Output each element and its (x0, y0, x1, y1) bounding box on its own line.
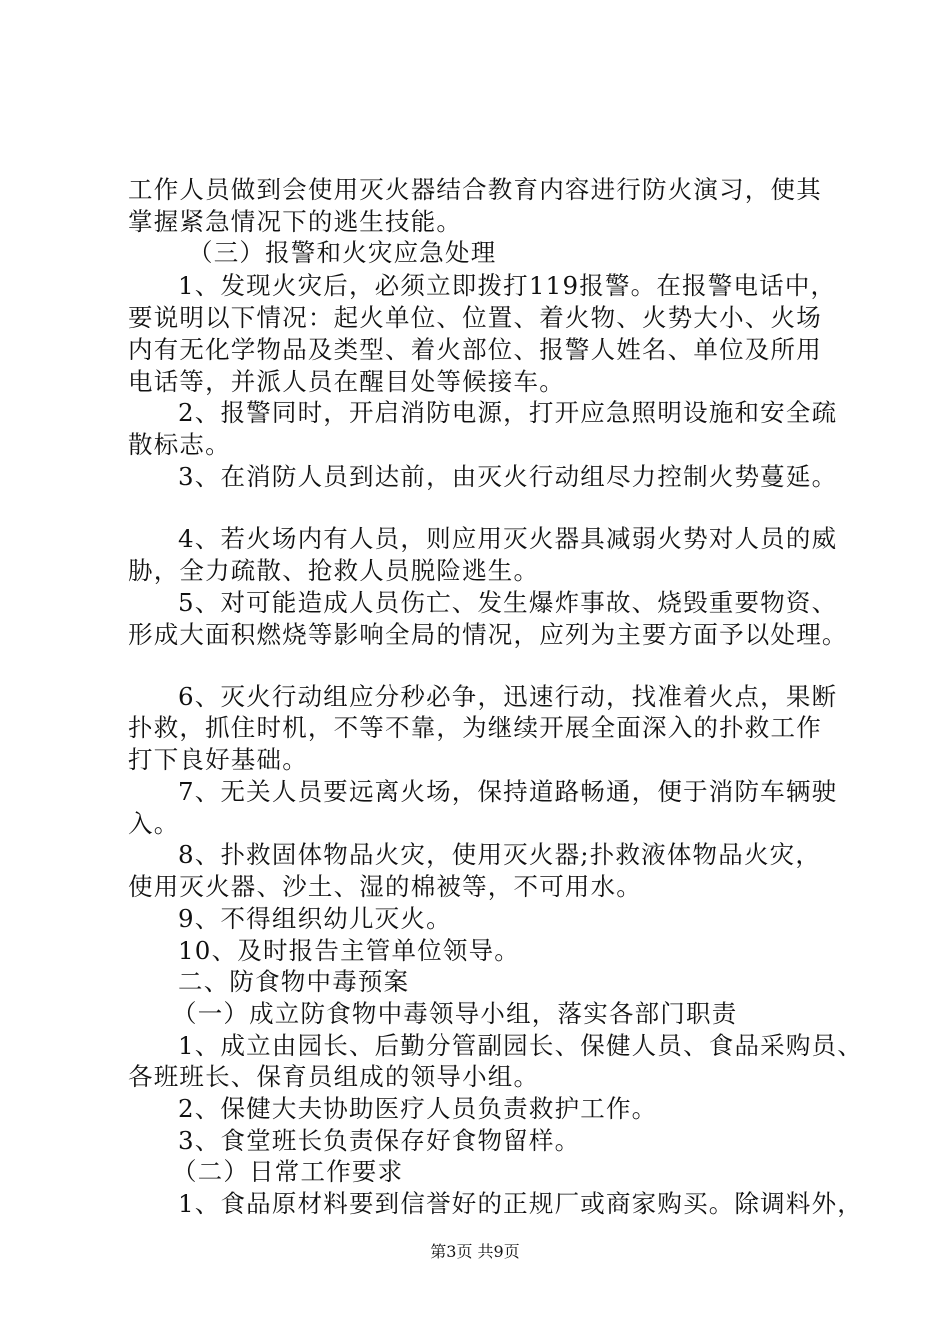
text-line: 5、对可能造成人员伤亡、发生爆炸事故、烧毁重要物资、 (178, 588, 838, 617)
text-line: 1、成立由园长、后勤分管副园长、保健人员、食品采购员、 (178, 1031, 863, 1060)
text-line: 要说明以下情况：起火单位、位置、着火物、火势大小、火场 (128, 303, 822, 332)
text-line: 形成大面积燃烧等影响全局的情况，应列为主要方面予以处理。 (128, 620, 848, 649)
section-heading: 二、防食物中毒预案 (178, 967, 410, 996)
text-line: 工作人员做到会使用灭火器结合教育内容进行防火演习，使其 (128, 175, 822, 204)
text-line: 扑救，抓住时机，不等不靠，为继续开展全面深入的扑救工作 (128, 713, 822, 742)
text-line: 2、报警同时，开启消防电源，打开应急照明设施和安全疏 (178, 398, 838, 427)
section-heading: （三）报警和火灾应急处理 (188, 238, 497, 267)
text-line: 3、食堂班长负责保存好食物留样。 (178, 1126, 581, 1155)
text-line: 电话等，并派人员在醒目处等候接车。 (128, 367, 565, 396)
text-line: 3、在消防人员到达前，由灭火行动组尽力控制火势蔓延。 (178, 462, 838, 491)
text-line: 4、若火场内有人员，则应用灭火器具减弱火势对人员的威 (178, 524, 838, 553)
text-line: 1、发现火灾后，必须立即拨打119报警。在报警电话中， (178, 271, 837, 300)
text-line: 使用灭火器、沙土、湿的棉被等，不可用水。 (128, 872, 642, 901)
section-heading: （二）日常工作要求 (172, 1157, 404, 1186)
text-line: 各班班长、保育员组成的领导小组。 (128, 1062, 540, 1091)
text-line: 胁，全力疏散、抢救人员脱险逃生。 (128, 556, 540, 585)
text-line: 打下良好基础。 (128, 745, 308, 774)
text-line: 9、不得组织幼儿灭火。 (178, 904, 452, 933)
section-heading: （一）成立防食物中毒领导小组，落实各部门职责 (172, 999, 738, 1028)
text-line: 7、无关人员要远离火场，保持道路畅通，便于消防车辆驶 (178, 777, 838, 806)
text-line: 1、食品原材料要到信誉好的正规厂或商家购买。除调料外， (178, 1189, 863, 1218)
text-line: 6、灭火行动组应分秒必争，迅速行动，找准着火点，果断 (178, 682, 838, 711)
text-line: 散标志。 (128, 430, 231, 459)
text-line: 2、保健大夫协助医疗人员负责救护工作。 (178, 1094, 658, 1123)
text-line: 10、及时报告主管单位领导。 (178, 936, 520, 965)
text-line: 8、扑救固体物品火灾，使用灭火器;扑救液体物品火灾， (178, 840, 822, 869)
page-number-footer: 第3页 共9页 (430, 1242, 520, 1261)
text-line: 内有无化学物品及类型、着火部位、报警人姓名、单位及所用 (128, 335, 822, 364)
text-line: 入。 (128, 809, 180, 838)
text-line: 掌握紧急情况下的逃生技能。 (128, 207, 463, 236)
